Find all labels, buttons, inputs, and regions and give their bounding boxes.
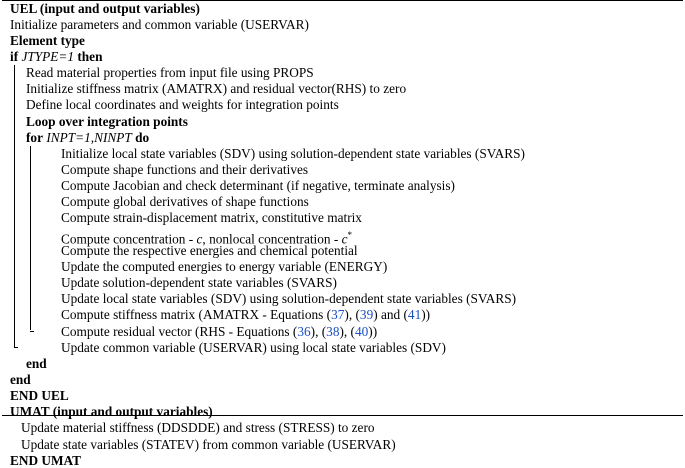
umat-header: UMAT (input and output variables) xyxy=(10,404,213,420)
end-for-keyword: end xyxy=(26,355,47,371)
loop-heading: Loop over integration points xyxy=(26,113,188,129)
for-keyword: for xyxy=(26,129,43,145)
uel-init-line: Initialize parameters and common variable (USERVAR) xyxy=(10,16,309,32)
end-if-keyword: end xyxy=(10,371,31,387)
then-keyword: then xyxy=(77,48,103,64)
stiffness-sep: ), ( xyxy=(344,307,360,323)
nonlocal-symbol: c xyxy=(341,231,348,247)
residual-sep: ), ( xyxy=(339,323,355,339)
if-keyword: if xyxy=(10,48,19,64)
define-coords-line: Define local coordinates and weights for integration points xyxy=(26,97,339,113)
loop-line: Update solution-dependent state variables (SVARS) xyxy=(61,275,337,291)
update-common-line: Update common variable (USERVAR) using local state variables (SDV) xyxy=(61,339,446,355)
equation-ref-link[interactable]: 36 xyxy=(297,323,311,339)
element-type-heading: Element type xyxy=(10,32,85,48)
loop-line: Update the computed energies to energy variable (ENERGY) xyxy=(61,258,388,274)
loop-line: Initialize local state variables (SDV) using solution-dependent state variables (SVARS) xyxy=(61,145,525,161)
for-condition: INPT=1,NINPT xyxy=(46,129,132,145)
end-uel: END UEL xyxy=(10,388,69,404)
end-umat: END UMAT xyxy=(10,452,82,468)
uel-header: UEL (input and output variables) xyxy=(10,0,200,16)
residual-suffix: )) xyxy=(368,323,378,339)
loop-line: Compute Jacobian and check determinant (if negative, terminate analysis) xyxy=(61,178,455,194)
stiffness-prefix: Compute stiffness matrix (AMATRX - Equations ( xyxy=(61,307,332,323)
equation-ref-link[interactable]: 41 xyxy=(407,307,422,323)
read-props-line: Read material properties from input file using PROPS xyxy=(26,65,314,81)
umat-line: Update material stiffness (DDSDDE) and stress (STRESS) to zero xyxy=(21,420,375,436)
umat-line: Update state variables (STATEV) from common variable (USERVAR) xyxy=(21,436,396,452)
do-keyword: do xyxy=(135,129,150,145)
stiffness-sep: ) and ( xyxy=(373,307,408,323)
init-stiffness-line: Initialize stiffness matrix (AMATRX) and residual vector(RHS) to zero xyxy=(26,81,407,97)
residual-sep: ), ( xyxy=(310,323,327,339)
loop-line: Update local state variables (SDV) using solution-dependent state variables (SVARS) xyxy=(61,291,517,307)
concentration-mid: , nonlocal concentration - xyxy=(202,231,342,247)
nonlocal-star: * xyxy=(347,229,353,240)
loop-line: Compute strain-displacement matrix, constitutive matrix xyxy=(61,210,362,226)
if-condition: JTYPE=1 xyxy=(21,48,75,64)
equation-ref-link[interactable]: 37 xyxy=(331,307,345,323)
equation-ref-link[interactable]: 39 xyxy=(359,307,374,323)
equation-ref-link[interactable]: 38 xyxy=(326,323,340,339)
loop-line: Compute shape functions and their derivatives xyxy=(61,162,309,177)
residual-prefix: Compute residual vector (RHS - Equations ( xyxy=(61,323,298,339)
loop-line: Compute global derivatives of shape functions xyxy=(61,194,309,210)
concentration-prefix: Compute concentration - xyxy=(61,231,197,247)
loop-line: Compute the respective energies and chemical potential xyxy=(61,242,358,258)
equation-ref-link[interactable]: 40 xyxy=(354,323,369,339)
concentration-symbol: c xyxy=(196,231,203,247)
stiffness-suffix: )) xyxy=(421,307,431,323)
